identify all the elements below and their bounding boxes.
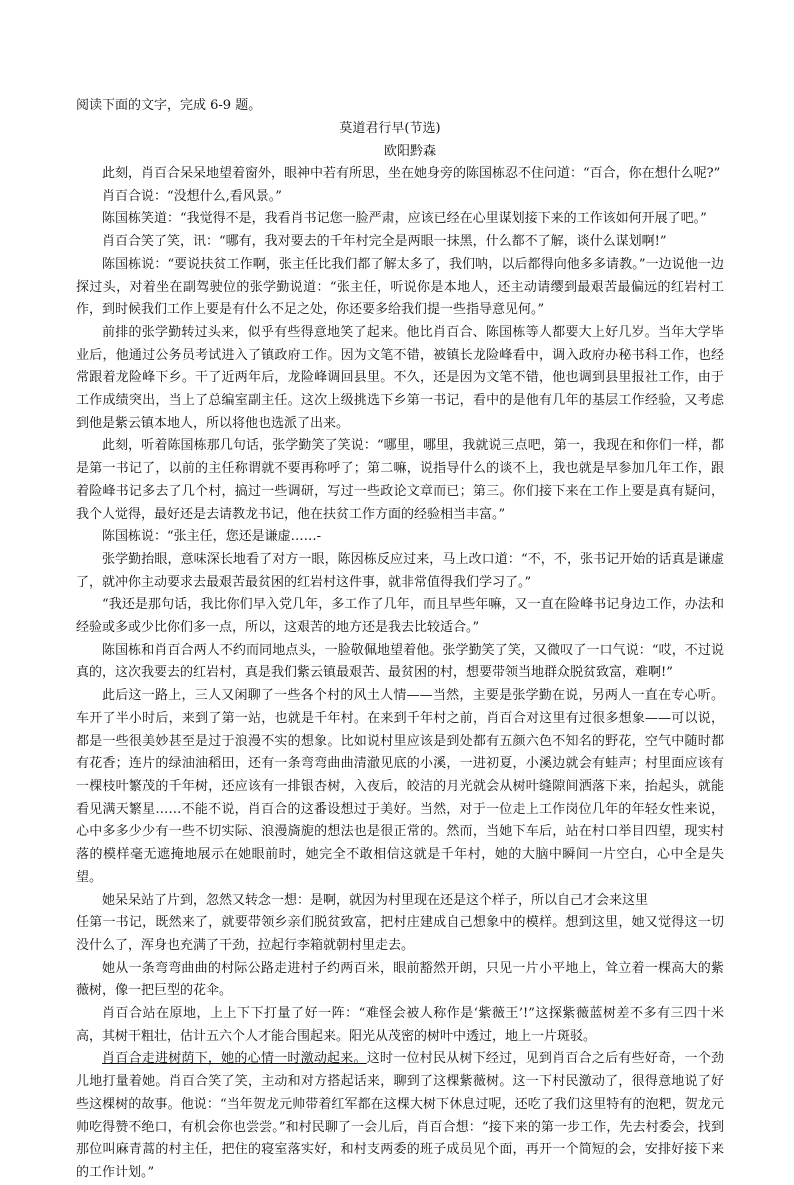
passage-author: 欧阳黔森 bbox=[383, 144, 436, 159]
paragraph-12: 此后这一路上，三人又闲聊了一些各个村的风土人情——当然，主要是张学勤在说，另两人一直在专心听。车开了半小时后，来到了第一站，也就是千年村。在来到千年村之前，肖百合对这里有过很多想象——可以说，都是一些很美妙甚至是过于浪漫不实的想象。比如说村里应该是到处都有五颜六色不知名的野花，空气中随时都有花香；连片的绿油油稻田，还有一条弯弯曲曲清澈见底的小溪，一进初夏，小溪边就会有蛙声；村里面应该有一棵枝叶繁茂的千年树，还应该有一排银杏树，入夜后，皎洁的月光就会从树叶缝隙间洒落下来，抬起头，就能看见满天繁星……不能不说，肖百合的这番设想过于美好。当然，对于一位走上工作岗位几年的年轻女性来说，心中多多少少有一些不切实际、浪漫旖旎的想法也是很正常的。然而，当她下车后，站在村口举目四望，现实村落的模样毫无遮掩地展示在她眼前时，她完全不敢相信这就是千年村，她的大脑中瞬间一片空白，心中全是失望。 bbox=[76, 688, 724, 885]
paragraph-3: 陈国栋笑道：“我觉得不是，我看肖书记您一脸严肃，应该已经在心里谋划接下来的工作该如何开展了吧。” bbox=[102, 211, 707, 227]
paragraph-17-rest: 这时一位村民从树下经过，见到肖百合之后有些好奇，一个劲儿地打量着她。肖百合笑了笑，主动和对方搭起话来，聊到了这棵紫薇树。这一下村民激动了，很得意地说了好些这棵树的故事。他说：“当年贺龙元帅带着红军都在这棵大树下休息过呢，还吃了我们这里特有的泡粑，贺龙元帅吃得赞不绝口，有机会你也尝尝。”和村民聊了一会儿后，肖百合想：“接下来的第一步工作，先去村委会，找到那位叫麻青蒿的村主任，把住的寝室落实好，和村支两委的班子成员见个面，再开一个简短的会，安排好接下来的工作计划。” bbox=[76, 1051, 724, 1180]
paragraph-9: 张学勤抬眼，意味深长地看了对方一眼，陈因栋反应过来，马上改口道：“不，不，张书记开始的话真是谦虚了，就冲你主动要求去最艰苦最贫困的红岩村这件事，就非常值得我们学习了。” bbox=[76, 551, 724, 590]
paragraph-7: 此刻，听着陈国栋那几句话，张学勤笑了笑说：“哪里，哪里，我就说三点吧，第一，我现在和你们一样，都是第一书记了，以前的主任称谓就不要再称呼了；第二嘛，说指导什么的谈不上，我也就是早参加几年工作，跟着险峰书记多去了几个村，搞过一些调研，写过一些政论文章而已；第三。你们接下来在工作上要是真有疑问，我个人觉得，最好还是去请教龙书记，他在扶贫工作方面的经验相当丰富。” bbox=[76, 438, 724, 522]
paragraph-11: 陈国栋和肖百合两人不约而同地点头，一脸敬佩地望着他。张学勤笑了笑，又微叹了一口气说：“哎，不过说真的，这次我要去的红岩村，真是我们紫云镇最艰苦、最贫困的村，想要带领当地群众脱贫致富，难啊!” bbox=[76, 642, 724, 681]
paragraph-13: 她呆呆站了片到，忽然又转念一想：是啊，就因为村里现在还是这个样子，所以自己才会来这里 bbox=[102, 892, 649, 908]
question-instruction: 阅读下面的文字，完成 6-9 题。 bbox=[76, 98, 262, 113]
paragraph-17 bbox=[76, 1048, 724, 1184]
paragraph-5: 陈国栋说：“要说扶贫工作啊，张主任比我们都了解太多了，我们呐，以后都得向他多多请教。”一边说他一边探过头，对着坐在副驾驶位的张学勤说道：“张主任，听说你是本地人，还主动请缨到最艰苦最偏远的红岩村工作，到时候我们工作上要是有什么不足之处，你还要多给我们提一些指导意见何。” bbox=[76, 256, 724, 318]
paragraph-16: 肖百合站在原地，上上下下打量了好一阵：“难怪会被人称作是‘紫薇王’!”这探紫薇蓝树差不多有三四十米高，其树干粗壮，估计五六个人才能合围起来。阳光从茂密的树叶中透过，地上一片斑驳。 bbox=[76, 1006, 724, 1044]
underlined-sentence: 肖百合走进树荫下，她的心情一时激动起来。 bbox=[102, 1051, 367, 1067]
paragraph-10: “我还是那句话，我比你们早入党几年，多工作了几年，而且早些年嘛，又一直在险峰书记身边工作，办法和经验或多或少比你们多一点，所以，这艰苦的地方还是我去比较适合。” bbox=[76, 597, 724, 636]
paragraph-1: 此刻，肖百合呆呆地望着窗外，眼神中若有所思，坐在她身旁的陈国栋忍不住问道：“百合，你在想什么呢?” bbox=[102, 166, 721, 181]
paragraph-2: 肖百合说：“没想什么,看风景。” bbox=[102, 188, 282, 204]
paragraph-14: 任第一书记，既然来了，就要带领乡亲们脱贫致富，把村庄建成自己想象中的模样。想到这里，她又觉得这一切没什么了，浑身也充满了干劲，拉起行李箱就朝村里走去。 bbox=[76, 915, 724, 953]
passage-title: 莫道君行早(节选) bbox=[339, 121, 441, 136]
document-page bbox=[76, 94, 724, 1185]
paragraph-8: 陈国栋说：“张主任，您还是谦虚……- bbox=[102, 529, 322, 545]
paragraph-15: 她从一条弯弯曲曲的村际公路走进村子约两百米，眼前豁然开朗，只见一片小平地上，耸立着一棵高大的紫薇树，像一把巨型的花伞。 bbox=[76, 960, 724, 999]
paragraph-6: 前排的张学勤转过头来，似乎有些得意地笑了起来。他比肖百合、陈国栋等人都要大上好几岁。当年大学毕业后，他通过公务员考试进入了镇政府工作。因为文笔不错，被镇长龙险峰看中，调入政府办秘书科工作，也经常跟着龙险峰下乡。干了近两年后，龙险峰调回县里。不久，还是因为文笔不错，他也调到县里报社工作，由于工作成绩突出，当上了总编室副主任。这次上级挑选下乡第一书记，看中的是他有几年的基层工作经验，又考虑到他是紫云镇本地人，所以将他也选派了出来。 bbox=[76, 324, 724, 431]
paragraph-4: 肖百合笑了笑，讯：“哪有，我对要去的千年村完全是两眼一抹黑，什么都不了解，谈什么谋划啊!” bbox=[102, 234, 667, 250]
